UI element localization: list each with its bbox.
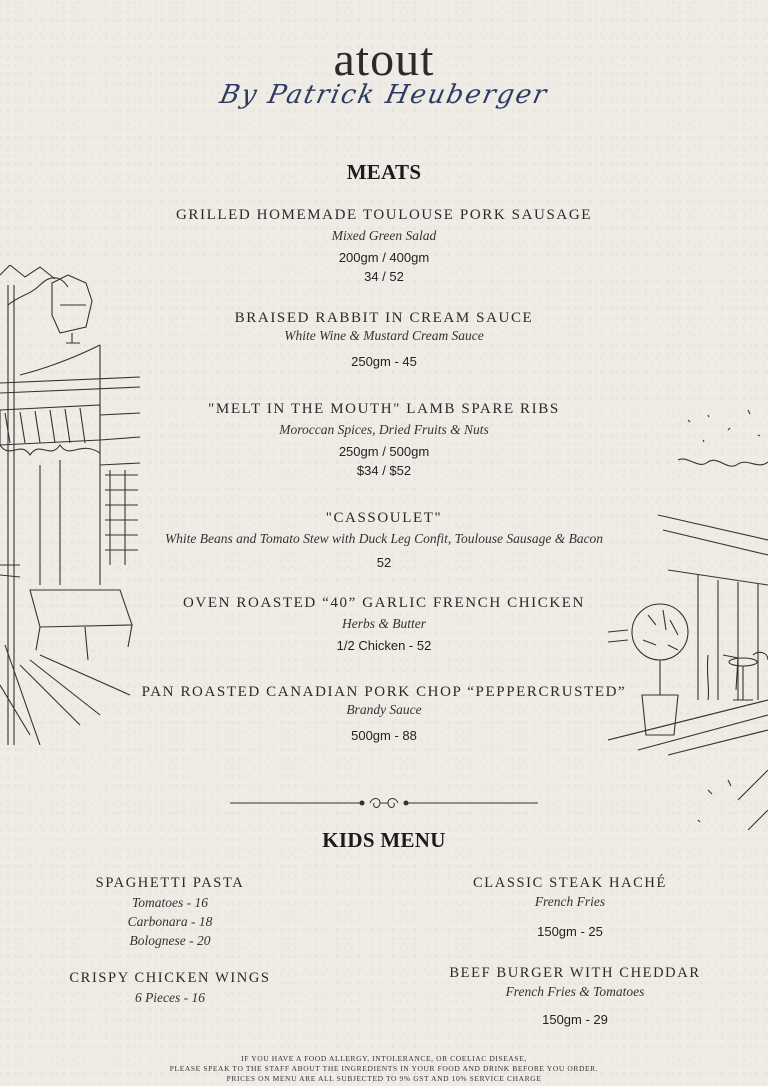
dish-description: French Fries <box>534 894 606 909</box>
dish-price: 52 <box>376 555 392 570</box>
brand-signature: By Patrick Heuberger <box>217 80 551 110</box>
footer-line: PLEASE SPEAK TO THE STAFF ABOUT THE INGREDIENTS IN YOUR FOOD AND DRINK BEFORE YOU ORDER. <box>169 1064 599 1073</box>
dish-price: 250gm / 500gm <box>338 444 430 459</box>
dish-name: PAN ROASTED CANADIAN PORK CHOP “PEPPERCRUSTED” <box>141 684 627 700</box>
dish-description: White Beans and Tomato Stew with Duck Leg Confit, Toulouse Sausage & Bacon <box>164 531 604 546</box>
dish-description: Herbs & Butter <box>342 616 426 631</box>
menu-item <box>0 595 768 655</box>
dish-name: OVEN ROASTED “40” GARLIC FRENCH CHICKEN <box>183 595 585 611</box>
dish-price: $34 / $52 <box>356 463 412 478</box>
menu-item <box>60 875 280 950</box>
dish-name: "CASSOULET" <box>325 510 443 526</box>
allergy-notice <box>0 1054 768 1084</box>
dish-description: Moroccan Spices, Dried Fruits & Nuts <box>279 422 489 437</box>
dish-description: Brandy Sauce <box>346 702 422 717</box>
menu-item <box>0 310 768 371</box>
brand-logo: atout <box>333 33 435 86</box>
dish-description: Carbonara - 18 <box>127 914 213 929</box>
dish-price: 1/2 Chicken - 52 <box>336 638 432 653</box>
menu-item <box>0 401 768 480</box>
dish-description: Mixed Green Salad <box>331 228 437 243</box>
menu-item <box>0 684 768 745</box>
dish-description: Tomatoes - 16 <box>131 895 208 910</box>
dish-name: "MELT IN THE MOUTH" LAMB SPARE RIBS <box>208 401 560 417</box>
dish-name: GRILLED HOMEMADE TOULOUSE PORK SAUSAGE <box>175 207 593 223</box>
dish-price: 500gm - 88 <box>351 728 417 743</box>
section-title-meats: MEATS <box>346 160 422 184</box>
dish-price: 200gm / 400gm <box>338 250 430 265</box>
section-title-kids: KIDS MENU <box>322 828 446 852</box>
dish-price: 150gm - 25 <box>537 924 603 939</box>
footer-line: PRICES ON MENU ARE ALL SUBJECTED TO 9% GST AND 10% SERVICE CHARGE <box>226 1074 542 1083</box>
dish-description: 6 Pieces - 16 <box>134 990 206 1005</box>
menu-item <box>55 970 285 1007</box>
dish-description: Bolognese - 20 <box>129 933 211 948</box>
dish-name: CRISPY CHICKEN WINGS <box>69 970 271 986</box>
ornament-divider-icon <box>230 797 538 809</box>
footer-line: IF YOU HAVE A FOOD ALLERGY, INTOLERANCE, OR COELIAC DISEASE, <box>241 1054 527 1063</box>
dish-description: White Wine & Mustard Cream Sauce <box>284 328 484 343</box>
dish-price: 34 / 52 <box>364 269 404 284</box>
menu-item <box>470 875 670 941</box>
dish-description: French Fries & Tomatoes <box>505 984 645 999</box>
dish-price: 150gm - 29 <box>542 1012 608 1027</box>
menu-item <box>0 510 768 572</box>
dish-name: BEEF BURGER WITH CHEDDAR <box>449 965 701 981</box>
dish-name: SPAGHETTI PASTA <box>95 875 245 891</box>
menu-item <box>430 965 720 1029</box>
menu-item <box>0 207 768 286</box>
dish-name: BRAISED RABBIT IN CREAM SAUCE <box>234 310 534 326</box>
dish-name: CLASSIC STEAK HACHÉ <box>473 875 667 891</box>
dish-price: 250gm - 45 <box>351 354 417 369</box>
